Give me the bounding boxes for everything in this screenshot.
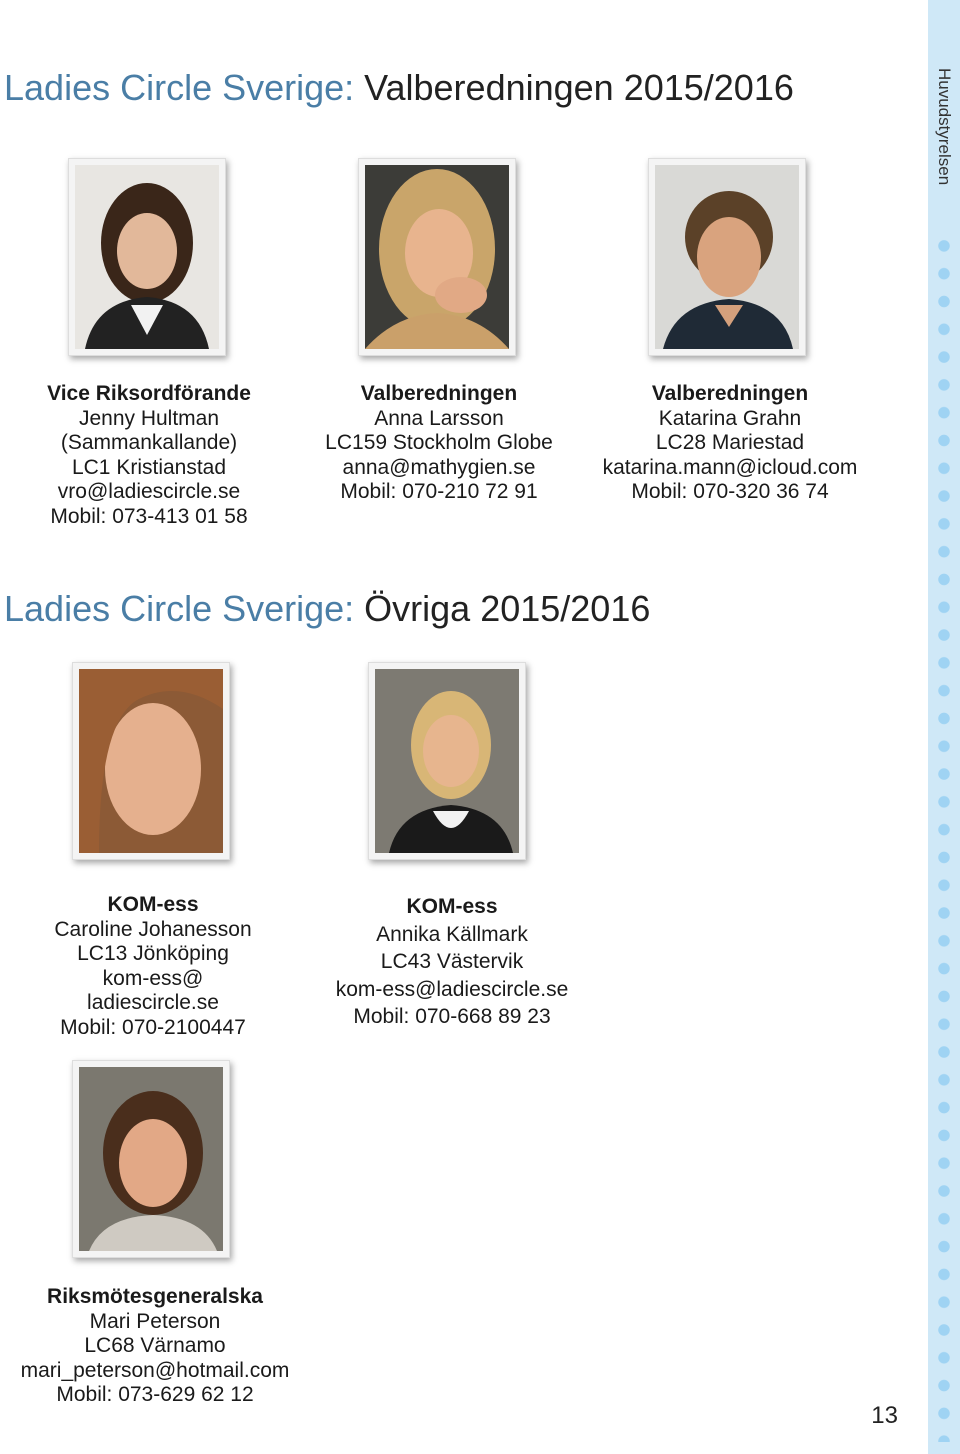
side-tab-label: Huvudstyrelsen [935,68,954,186]
contact-phone: Mobil: 070-320 36 74 [631,480,829,503]
contact-email: mari_peterson@hotmail.com [20,1358,290,1382]
side-tab [928,0,960,1454]
heading-title: Övriga 2015/2016 [354,588,651,629]
contact-note: (Sammankallande) [60,431,238,454]
contact-club: LC159 Stockholm Globe [325,431,553,454]
portrait-photo [72,662,230,860]
contact-name: Mari Peterson [89,1309,221,1333]
portrait-image [75,165,219,349]
contact-card [54,893,251,1040]
section-heading-valberedningen [4,67,794,108]
contact-email-domain: ladiescircle.se [87,991,219,1014]
contact-club: LC13 Jönköping [77,942,229,965]
contact-club: LC43 Västervik [380,950,524,973]
section-heading-ovriga [4,588,651,629]
contact-name: Jenny Hultman [78,406,220,430]
contact-card [325,382,553,505]
heading-org: Ladies Circle Sverige: [4,588,355,629]
contact-card [336,893,569,1031]
portrait-photo [72,1060,230,1258]
contact-card [21,1285,290,1408]
contact-name: Katarina Grahn [658,406,802,430]
contact-club: LC1 Kristianstad [71,455,227,479]
contact-email: kom-ess@ladiescircle.se [335,977,569,1001]
contact-phone: Mobil: 073-629 62 12 [56,1383,254,1406]
page-number: 13 [871,1402,898,1429]
portrait-image [365,165,509,349]
heading-org: Ladies Circle Sverige: [4,67,355,108]
contact-name: Anna Larsson [374,406,504,430]
contact-name: Caroline Johanesson [54,917,252,941]
contact-phone: Mobil: 070-668 89 23 [353,1005,551,1028]
contact-role: Valberedningen [651,382,809,405]
dot-pattern [937,232,951,1442]
contact-email: anna@mathygien.se [342,455,536,479]
contact-club: LC68 Värnamo [84,1334,226,1357]
contact-role: Valberedningen [360,382,518,405]
contact-role: Riksmötesgeneralska [47,1285,263,1308]
contact-card [603,382,858,505]
contact-phone: Mobil: 070-2100447 [60,1015,246,1039]
contact-card [47,382,251,529]
contact-email: kom-ess@ [102,966,204,990]
contact-phone: Mobil: 073-413 01 58 [50,504,248,528]
portrait-image [79,1067,223,1251]
contact-name: Annika Källmark [376,922,528,946]
portrait-image [375,669,519,853]
portrait-photo [358,158,516,356]
contact-phone: Mobil: 070-210 72 91 [340,480,538,503]
portrait-image [655,165,799,349]
portrait-photo [68,158,226,356]
contact-role: KOM-ess [406,895,498,918]
portrait-photo [648,158,806,356]
portrait-image [79,669,223,853]
contact-role: KOM-ess [107,893,199,916]
contact-email: vro@ladiescircle.se [57,480,241,503]
heading-title: Valberedningen 2015/2016 [354,67,794,108]
contact-role: Vice Riksordförande [47,382,251,405]
portrait-photo [368,662,526,860]
contact-email: katarina.mann@icloud.com [602,455,858,479]
contact-club: LC28 Mariestad [655,431,805,454]
